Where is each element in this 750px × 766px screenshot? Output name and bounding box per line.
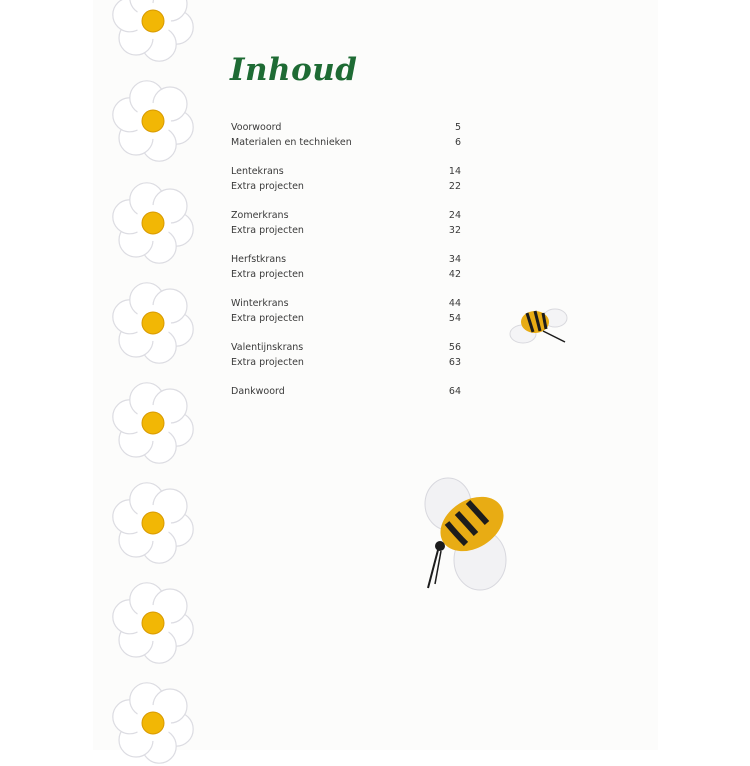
crochet-flower-image [110, 280, 196, 366]
crochet-flower-image [110, 380, 196, 466]
crochet-flower-image [110, 78, 196, 164]
toc-entry-label: Extra projecten [231, 225, 304, 236]
toc-group [231, 208, 461, 238]
toc-group [231, 340, 461, 370]
toc-entry-page: 54 [448, 313, 461, 324]
crochet-flower-image [110, 0, 196, 64]
toc-group [231, 252, 461, 282]
page-title: Inhoud [230, 52, 358, 88]
toc-entry [231, 267, 461, 282]
toc-group [231, 164, 461, 194]
toc-group [231, 296, 461, 326]
crochet-flower-image [110, 680, 196, 766]
toc-entry-label: Winterkrans [231, 298, 289, 309]
toc-group [231, 120, 461, 150]
toc-entry-page: 5 [454, 122, 461, 133]
toc-entry-label: Lentekrans [231, 166, 284, 177]
toc-entry-page: 56 [448, 342, 461, 353]
toc-entry-label: Extra projecten [231, 357, 304, 368]
toc-entry-page: 63 [448, 357, 461, 368]
toc-entry [231, 179, 461, 194]
toc-entry [231, 252, 461, 267]
toc-entry-label: Extra projecten [231, 269, 304, 280]
toc-entry [231, 135, 461, 150]
toc-entry-label: Zomerkrans [231, 210, 289, 221]
toc-entry-page: 14 [448, 166, 461, 177]
table-of-contents [231, 120, 461, 413]
toc-entry-page: 64 [448, 386, 461, 397]
toc-entry [231, 384, 461, 399]
toc-entry-page: 32 [448, 225, 461, 236]
toc-entry [231, 311, 461, 326]
toc-entry [231, 223, 461, 238]
toc-entry [231, 296, 461, 311]
crochet-flower-image [110, 480, 196, 566]
toc-entry [231, 120, 461, 135]
toc-entry-label: Herfstkrans [231, 254, 287, 265]
toc-group [231, 384, 461, 399]
toc-entry [231, 208, 461, 223]
toc-entry-label: Extra projecten [231, 313, 304, 324]
crochet-flower-image [110, 580, 196, 666]
toc-entry-page: 22 [448, 181, 461, 192]
toc-entry-page: 6 [454, 137, 461, 148]
toc-entry [231, 355, 461, 370]
toc-entry-label: Dankwoord [231, 386, 285, 397]
toc-entry [231, 164, 461, 179]
crochet-flower-image [110, 180, 196, 266]
toc-entry-page: 34 [448, 254, 461, 265]
large-bee-image [410, 472, 520, 596]
toc-entry-page: 44 [448, 298, 461, 309]
crochet-flower-column [108, 0, 198, 750]
toc-entry-page: 42 [448, 269, 461, 280]
toc-entry-page: 24 [448, 210, 461, 221]
toc-entry-label: Materialen en technieken [231, 137, 352, 148]
small-bee-image [505, 298, 571, 352]
toc-entry-label: Extra projecten [231, 181, 304, 192]
toc-entry [231, 340, 461, 355]
toc-entry-label: Voorwoord [231, 122, 282, 133]
toc-entry-label: Valentijnskrans [231, 342, 304, 353]
